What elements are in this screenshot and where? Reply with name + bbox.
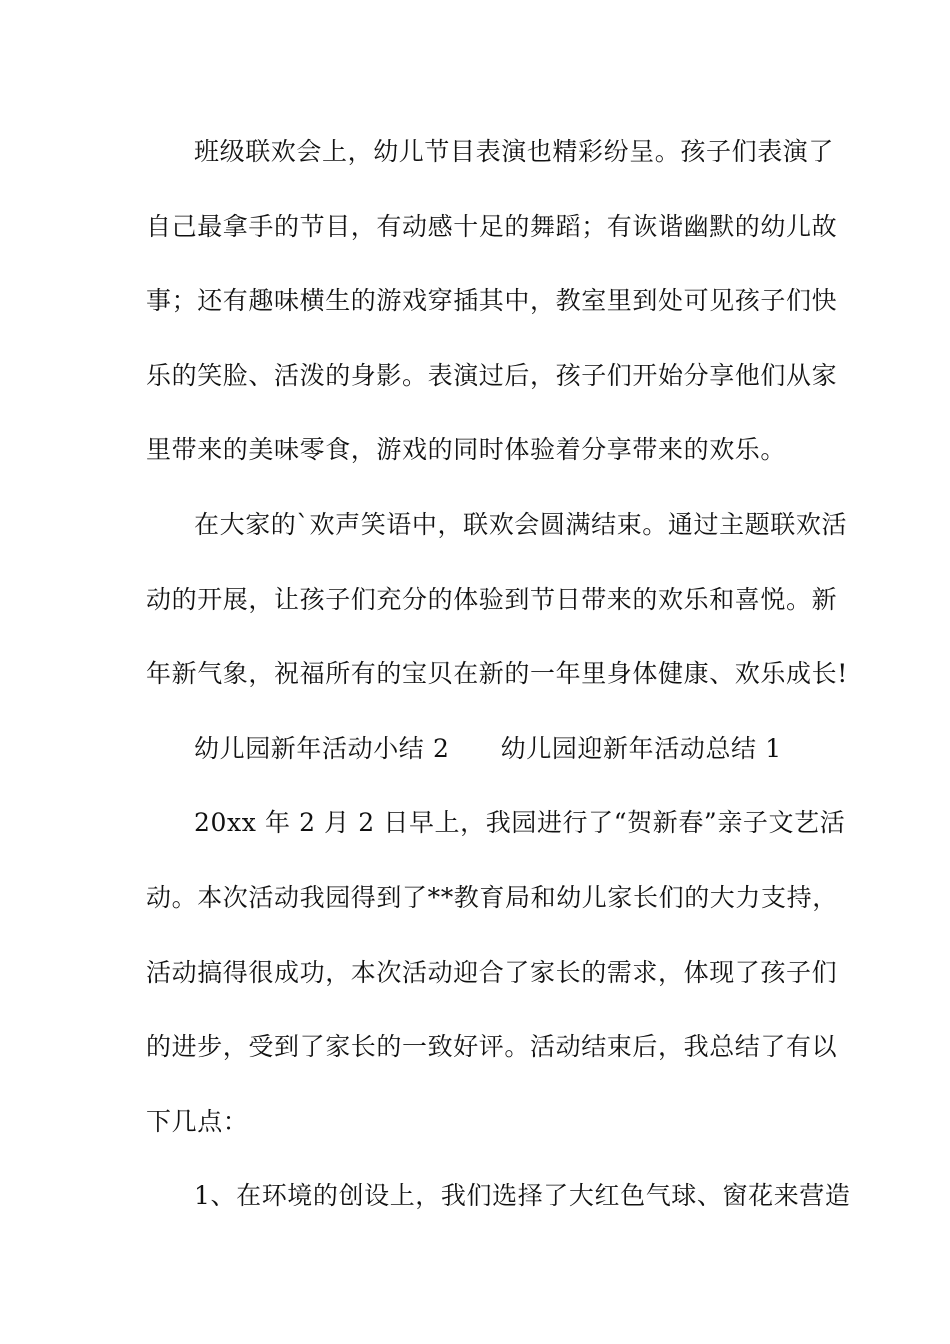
paragraph-1-line-4: 乐的笑脸、活泼的身影。表演过后，孩子们开始分享他们从家 [146,361,838,390]
paragraph-2-line-3: 年新气象，祝福所有的宝贝在新的一年里身体健康、欢乐成长! [146,659,848,688]
paragraph-2-line-2: 动的开展，让孩子们充分的体验到节日带来的欢乐和喜悦。新 [146,585,838,614]
paragraph-4-line-1: 1、在环境的创设上，我们选择了大红色气球、窗花来营造 [194,1181,851,1210]
paragraph-3-line-5: 下几点： [146,1107,249,1136]
paragraph-1-line-2: 自己最拿手的节目，有动感十足的舞蹈；有诙谐幽默的幼儿故 [146,212,838,241]
paragraph-1-line-1: 班级联欢会上，幼儿节目表演也精彩纷呈。孩子们表演了 [194,137,835,166]
paragraph-1-line-3: 事；还有趣味横生的游戏穿插其中，教室里到处可见孩子们快 [146,286,838,315]
paragraph-3-line-4: 的进步，受到了家长的一致好评。活动结束后，我总结了有以 [146,1032,838,1061]
paragraph-1-line-5: 里带来的美味零食，游戏的同时体验着分享带来的欢乐。 [146,435,787,464]
paragraph-3-line-2: 动。本次活动我园得到了**教育局和幼儿家长们的大力支持， [146,883,838,912]
paragraph-3-line-3: 活动搞得很成功，本次活动迎合了家长的需求，体现了孩子们 [146,958,838,987]
paragraph-3-line-1: 20xx 年 2 月 2 日早上，我园进行了“贺新春”亲子文艺活 [194,808,846,837]
section-heading: 幼儿园新年活动小结 2 幼儿园迎新年活动总结 1 [194,734,782,763]
paragraph-2-line-1: 在大家的`欢声笑语中，联欢会圆满结束。通过主题联欢活 [194,510,848,539]
